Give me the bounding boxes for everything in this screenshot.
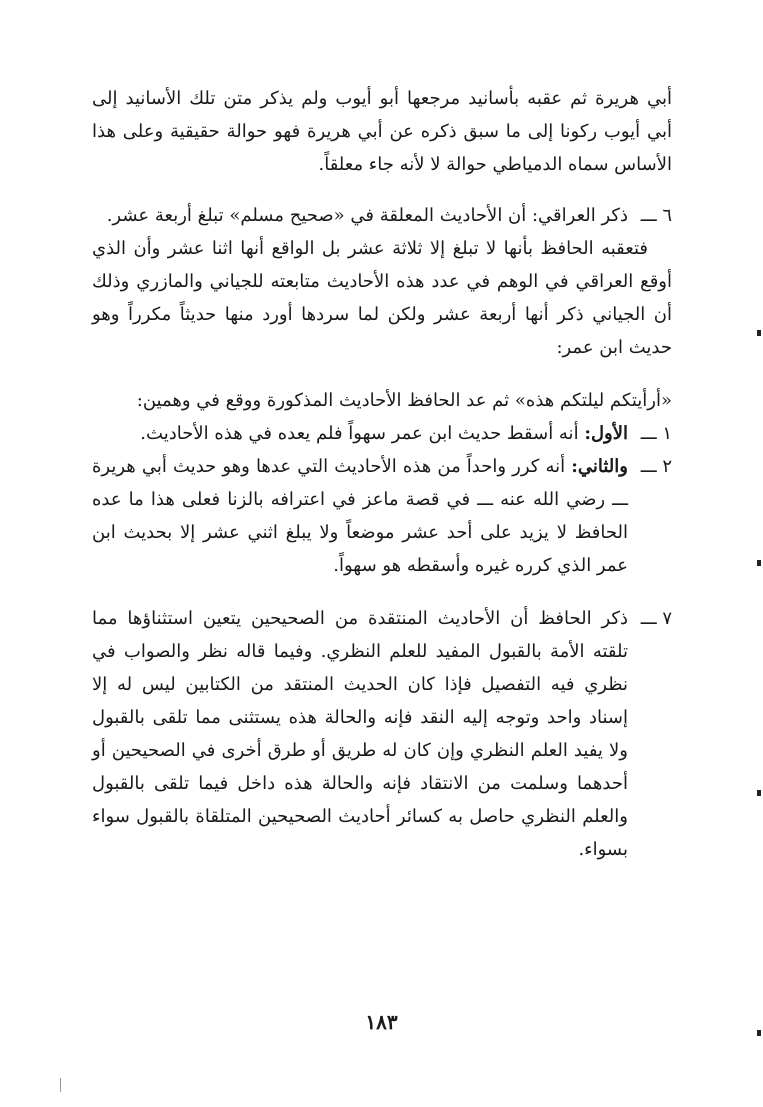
scan-edge-mark <box>757 330 761 336</box>
numbered-point-6 <box>92 199 672 232</box>
item-text <box>92 450 628 582</box>
item-lead: الأول: <box>584 423 628 444</box>
item-number: ١ ـــ <box>640 423 672 444</box>
point-number: ٦ ـــ <box>640 205 672 226</box>
page-body <box>92 82 672 866</box>
numbered-point-7 <box>92 602 672 866</box>
spacer <box>92 364 672 384</box>
paragraph-rebuttal: فتعقبه الحافظ بأنها لا تبلغ إلا ثلاثة عشر بل الواقع أنها اثنا عشر وأن الذي أوقع العراقي في الوهم في عدد هذه الأحاديث متابعته للجياني والمازري وذلك أن الجياني ذكر أنها أربعة عشر ولكن لما سردها أورد منها حديثاً مكرراً وهو حديث ابن عمر: <box>92 238 672 358</box>
page-number: ١٨٣ <box>365 1010 398 1034</box>
paragraph-continuation: أبي هريرة ثم عقبه بأسانيد مرجعها أبو أيوب ولم يذكر متن تلك الأسانيد إلى أبي أيوب ركونا إلى ما سبق ذكره عن أبي هريرة فهو حوالة حقيقية وعلى هذا الأساس سماه الدمياطي حوالة لا لأنه جاء معلقاً. <box>92 88 672 175</box>
scan-edge-mark <box>757 790 761 796</box>
paragraph-quote: «أرأيتكم ليلتكم هذه» ثم عد الحافظ الأحاديث المذكورة ووقع في وهمين: <box>136 390 672 411</box>
list-item-second <box>92 450 672 582</box>
point-text: ذكر الحافظ أن الأحاديث المنتقدة من الصحيحين يتعين استثناؤها مما تلقته الأمة بالقبول المفيد للعلم النظري. وفيما قاله نظر والصواب في نظري فيه التفصيل فإذا كان الحديث المنتقد من الكتابين ليس له إلا إسناد واحد وتوجه إليه النقد فإنه والحالة هذه يستثنى مما تلقى بالقبول ولا يفيد العلم النظري وإن كان له طريق أو طرق أخرى في الصحيحين أو أحدهما وسلمت من الانتقاد فإنه والحالة هذه داخل فيما تلقى بالقبول والعلم النظري حاصل به كسائر أحاديث الصحيحين المتلقاة بالقبول سواء بسواء. <box>92 608 628 860</box>
spacer <box>92 181 672 199</box>
spacer <box>92 582 672 602</box>
scan-edge-mark <box>757 560 761 566</box>
list-item-first <box>92 417 672 450</box>
item-number: ٢ ـــ <box>640 456 672 477</box>
item-body-text: أنه كرر واحداً من هذه الأحاديث التي عدها وهو حديث أبي هريرة ـــ رضي الله عنه ـــ في قصة ماعز في اعترافه بالزنا فعلى هذا ما عده الحافظ لا يزيد على أحد عشر موضعاً ولا يبلغ اثني عشر إلا بحديث ابن عمر الذي كرره غيره وأسقطه هو سهواً. <box>92 456 628 576</box>
scan-edge-mark <box>757 1030 761 1036</box>
point-text: ذكر العراقي: أن الأحاديث المعلقة في «صحيح مسلم» تبلغ أربعة عشر. <box>106 205 628 226</box>
item-lead: والثاني: <box>571 456 628 477</box>
scan-edge-mark <box>60 1078 61 1092</box>
item-text <box>92 417 628 450</box>
point-number: ٧ ـــ <box>640 608 672 629</box>
item-body-text: أنه أسقط حديث ابن عمر سهواً فلم يعده في هذه الأحاديث. <box>140 423 579 444</box>
